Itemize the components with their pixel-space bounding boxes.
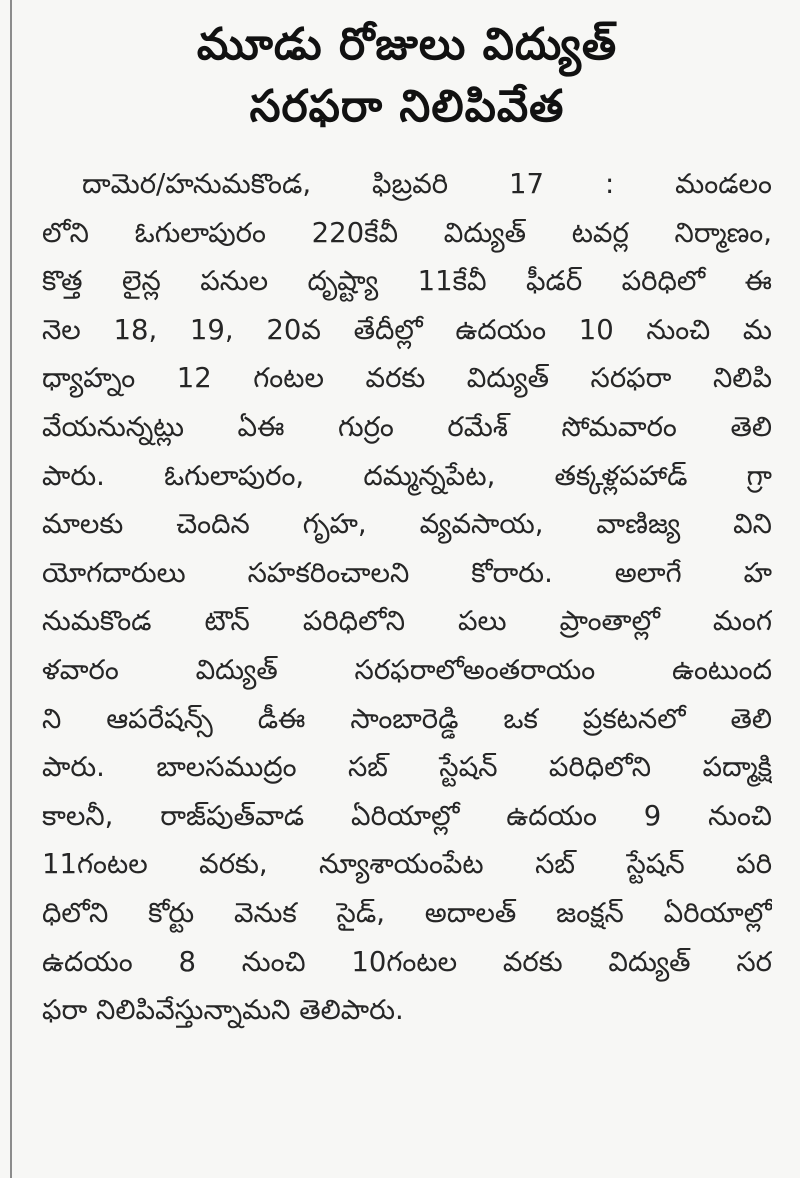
body-line: 11గంటల వరకు, న్యూశాయంపేట సబ్ స్టేషన్ పరి [42, 848, 772, 881]
body-line: కాలనీ, రాజ్‌పుత్‌వాడ ఏరియాల్లో ఉదయం 9 నుంచి [42, 799, 772, 832]
body-line: ని ఆపరేషన్స్ డీఈ సాంబారెడ్డి ఒక ప్రకటనలో తెలి [42, 702, 772, 735]
body-line: దామెర/హనుమకొండ, ఫిబ్రవరి 17 : మండలం [82, 168, 772, 200]
article-body [42, 160, 772, 1035]
headline-line-2: సరఫరా నిలిపివేత [249, 81, 565, 132]
body-line: ఉదయం 8 నుంచి 10గంటల వరకు విద్యుత్ సర [42, 945, 772, 978]
body-line: పారు. బాలసముద్రం సబ్ స్టేషన్ పరిధిలోని పద్మాక్షి [42, 751, 772, 784]
body-line: ఫరా నిలిపివేస్తున్నామని తెలిపారు. [42, 994, 404, 1027]
body-line: వేయనున్నట్లు ఏఈ గుర్రం రమేశ్ సోమవారం తెలి [42, 410, 772, 443]
body-line: యోగదారులు సహకరించాలని కోరారు. అలాగే హ [42, 556, 772, 589]
body-line: నుమకొండ టౌన్ పరిధిలోని పలు ప్రాంతాల్లో మంగ [42, 605, 772, 638]
column-divider [10, 0, 12, 1178]
body-line: నెల 18, 19, 20వ తేదీల్లో ఉదయం 10 నుంచి మ [42, 313, 772, 346]
headline-line-1: మూడు రోజులు విద్యుత్ [196, 19, 618, 70]
headline [42, 14, 772, 138]
body-line: మాలకు చెందిన గృహ, వ్యవసాయ, వాణిజ్య విని [42, 508, 772, 541]
news-clipping [42, 14, 772, 1164]
body-line: ధ్యాహ్నం 12 గంటల వరకు విద్యుత్ సరఫరా నిలిపి [42, 362, 772, 395]
body-line: లోని ఓగులాపురం 220కేవీ విద్యుత్ టవర్ల నిర్మాణం, [42, 216, 772, 249]
body-line: ధిలోని కోర్టు వెనుక సైడ్, అదాలత్ జంక్షన్ ఏరియాల్లో [42, 896, 772, 929]
body-line: కొత్త లైన్ల పనుల దృష్ట్యా 11కేవీ ఫీడర్ పరిధిలో ఈ [42, 265, 772, 298]
body-line: పారు. ఓగులాపురం, దమ్మన్నపేట, తక్కళ్లపహాడ్ గ్రా [42, 459, 772, 492]
body-line: ళవారం విద్యుత్ సరఫరాలోఅంతరాయం ఉంటుంద [42, 653, 772, 686]
